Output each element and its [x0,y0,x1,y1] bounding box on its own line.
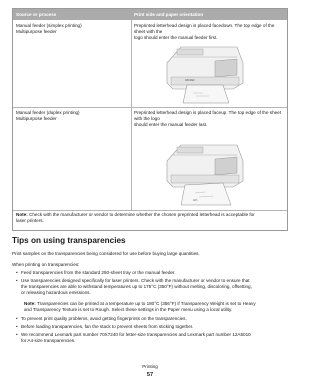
footer-section-label: Printing [142,364,158,369]
row1-orientation: Preprinted letterhead design is placed facedown. The top edge of the sheet with the logo should enter the manual feeder first. [134,23,275,40]
intro-paragraph: Print samples on the transparencies being considered for use before buying large quantities. [12,251,200,256]
transparency-note: Note: Transparencies can be printed at a temperature up to 180°C (356°F) if Transparency Weight is set to Heavy and Transparency Texture is set to Rough. Select these settings in the Paper menu using a local utility. [24,301,256,312]
table-divider [131,20,132,210]
row2-source: Manual feeder (duplex printing) Multipurpose feeder [16,110,80,121]
row-divider [13,210,287,211]
page-number: 57 [146,372,154,378]
table-header [13,9,287,20]
printer-facedown-illustration [163,45,248,105]
row-divider [13,107,287,108]
lead-paragraph: When printing on transparencies: [12,262,80,267]
header-orientation: Print side and paper orientation [134,11,204,17]
row1-source: Manual feeder (simplex printing) Multipurpose feeder [16,23,82,34]
section-title: Tips on using transparencies [12,236,126,245]
table-note: Note: Check with the manufacturer or vendor to determine whether the chosen preprinted letterhead is acceptable for laser printers. [16,212,255,223]
letterhead-orientation-table [12,8,288,231]
header-source: Source or process [16,11,57,17]
row2-orientation: Preprinted letterhead design is placed faceup. The top edge of the sheet with the logo should enter the manual feeder last. [134,110,282,127]
printer-faceup-illustration [163,143,248,207]
svg-text:ABCDEF: ABCDEF [185,79,195,82]
svg-text:ABC: ABC [192,198,198,202]
